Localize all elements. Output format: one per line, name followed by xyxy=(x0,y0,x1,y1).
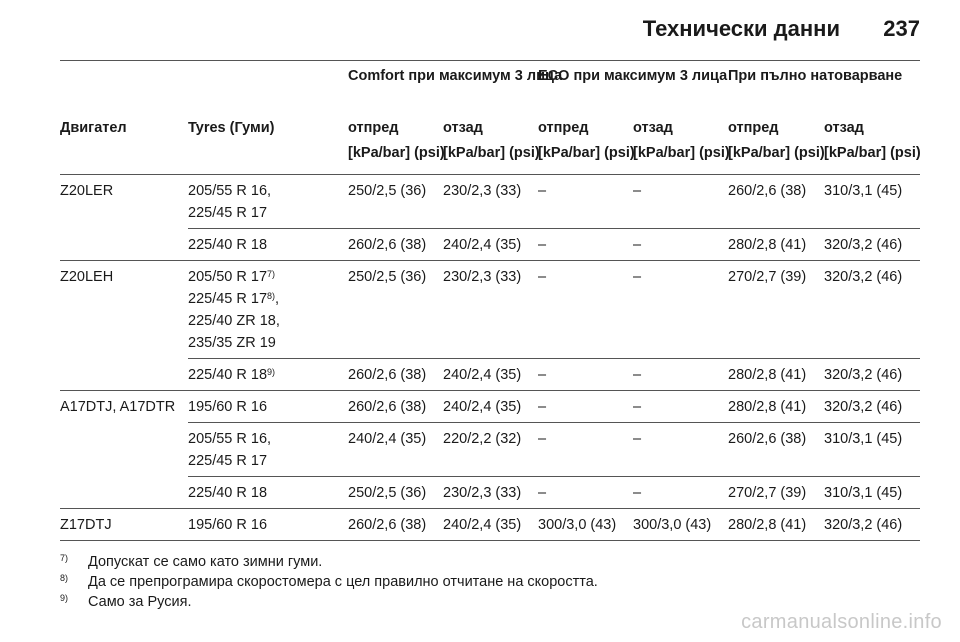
engine-cell: A17DTJ, A17DTR xyxy=(60,399,176,415)
table-row xyxy=(60,477,920,509)
tyre-size-text: 235/35 ZR 19 xyxy=(188,335,276,351)
footnote xyxy=(60,572,598,592)
header-rear: отзад xyxy=(633,120,673,136)
pressure-value: 260/2,6 (38) xyxy=(728,175,824,229)
tyres-cell xyxy=(188,359,348,391)
pressure-value: 250/2,5 (36) xyxy=(348,477,443,509)
pressure-value: 300/3,0 (43) xyxy=(538,509,633,541)
pressure-value: 300/3,0 (43) xyxy=(633,509,728,541)
tyre-size-text: 205/55 R 16, xyxy=(188,183,272,199)
header-unit: [kPa/bar] (psi) xyxy=(824,146,920,175)
pressure-value: 230/2,3 (33) xyxy=(443,175,538,229)
pressure-value: – xyxy=(538,175,633,229)
pressure-value: 240/2,4 (35) xyxy=(443,359,538,391)
tyre-size-text: 195/60 R 16 xyxy=(188,399,268,415)
pressure-value: 240/2,4 (35) xyxy=(348,423,443,477)
footnotes xyxy=(60,552,598,612)
pressure-value: 280/2,8 (41) xyxy=(728,359,824,391)
footnote-ref: 8) xyxy=(267,291,276,301)
pressure-value: – xyxy=(633,359,728,391)
engine-cell: Z20LEH xyxy=(60,269,114,285)
header-front: отпред xyxy=(348,120,399,136)
table-row xyxy=(60,509,920,541)
engine-cell: Z20LER xyxy=(60,183,114,199)
tyre-size-text: 225/45 R 17 xyxy=(188,453,268,469)
footnote-mark: 7) xyxy=(60,553,69,563)
footnote-text: Допускат се само като зимни гуми. xyxy=(88,554,323,570)
pressure-value: 280/2,8 (41) xyxy=(728,391,824,423)
header-comfort: Comfort при максимум 3 лица xyxy=(348,68,563,84)
pressure-value: 260/2,6 (38) xyxy=(348,359,443,391)
tyres-cell xyxy=(188,261,348,359)
table-row xyxy=(60,229,920,261)
tyres-cell xyxy=(188,391,348,423)
footnote xyxy=(60,552,598,572)
tyres-cell xyxy=(188,423,348,477)
engine-cell xyxy=(60,477,188,509)
tyre-pressure-table xyxy=(60,68,920,541)
page-title: Технически данни xyxy=(642,16,840,41)
pressure-value: 310/3,1 (45) xyxy=(824,423,920,477)
pressure-value: 280/2,8 (41) xyxy=(728,229,824,261)
header-eco: ECO при максимум 3 лица xyxy=(538,68,728,84)
page-header xyxy=(60,16,920,44)
pressure-value: – xyxy=(633,423,728,477)
footnote-mark: 8) xyxy=(60,573,69,583)
tyre-size xyxy=(188,266,348,288)
pressure-value: 250/2,5 (36) xyxy=(348,175,443,229)
pressure-value: 240/2,4 (35) xyxy=(443,391,538,423)
pressure-value: 260/2,6 (38) xyxy=(728,423,824,477)
pressure-value: – xyxy=(538,423,633,477)
pressure-value: – xyxy=(633,391,728,423)
table-row xyxy=(60,359,920,391)
tyre-size xyxy=(188,450,348,472)
pressure-value: 270/2,7 (39) xyxy=(728,261,824,359)
header-rear: отзад xyxy=(443,120,483,136)
tyre-size xyxy=(188,428,348,450)
tyre-size-text: 205/50 R 17 xyxy=(188,269,268,285)
tyre-size xyxy=(188,482,348,504)
tyre-size xyxy=(188,332,348,354)
tyre-size xyxy=(188,234,348,256)
tyre-size-suffix: , xyxy=(275,291,280,307)
footnote-text: Само за Русия. xyxy=(88,594,192,610)
tyres-cell xyxy=(188,229,348,261)
pressure-value: 260/2,6 (38) xyxy=(348,229,443,261)
tyre-size xyxy=(188,180,348,202)
footnote-mark: 9) xyxy=(60,593,69,603)
tyre-size xyxy=(188,396,348,418)
tyres-cell xyxy=(188,175,348,229)
tyre-size-text: 195/60 R 16 xyxy=(188,517,268,533)
watermark: carmanualsonline.info xyxy=(741,611,942,633)
pressure-value: – xyxy=(633,229,728,261)
footnote xyxy=(60,592,598,612)
header-unit: [kPa/bar] (psi) xyxy=(538,146,633,175)
table-row xyxy=(60,261,920,359)
pressure-value: 240/2,4 (35) xyxy=(443,509,538,541)
tyre-size xyxy=(188,288,348,310)
header-front: отпред xyxy=(728,120,779,136)
pressure-value: 230/2,3 (33) xyxy=(443,477,538,509)
tyre-size xyxy=(188,364,348,386)
tyre-size-text: 225/40 R 18 xyxy=(188,367,268,383)
pressure-value: 320/3,2 (46) xyxy=(824,261,920,359)
header-rear: отзад xyxy=(824,120,864,136)
pressure-value: 320/3,2 (46) xyxy=(824,391,920,423)
engine-cell xyxy=(60,359,188,391)
pressure-value: 230/2,3 (33) xyxy=(443,261,538,359)
engine-cell: Z17DTJ xyxy=(60,509,188,541)
tyre-size-text: 225/45 R 17 xyxy=(188,205,268,221)
pressure-value: – xyxy=(538,359,633,391)
pressure-value: – xyxy=(633,261,728,359)
footnote-ref: 9) xyxy=(267,367,276,377)
pressure-value: 320/3,2 (46) xyxy=(824,359,920,391)
pressure-value: 220/2,2 (32) xyxy=(443,423,538,477)
tyre-size xyxy=(188,514,348,536)
tyre-size xyxy=(188,310,348,332)
pressure-value: – xyxy=(633,477,728,509)
header-full-load: При пълно натоварване xyxy=(728,68,903,84)
header-tyres: Tyres (Гуми) xyxy=(188,120,275,136)
engine-cell xyxy=(60,229,188,261)
header-divider xyxy=(60,60,920,61)
pressure-value: 240/2,4 (35) xyxy=(443,229,538,261)
footnote-ref: 7) xyxy=(267,269,276,279)
pressure-value: 320/3,2 (46) xyxy=(824,509,920,541)
pressure-value: 320/3,2 (46) xyxy=(824,229,920,261)
header-front: отпред xyxy=(538,120,589,136)
pressure-value: – xyxy=(538,477,633,509)
pressure-value: 270/2,7 (39) xyxy=(728,477,824,509)
pressure-value: 250/2,5 (36) xyxy=(348,261,443,359)
tyres-cell xyxy=(188,509,348,541)
pressure-value: 310/3,1 (45) xyxy=(824,477,920,509)
header-unit: [kPa/bar] (psi) xyxy=(348,146,443,175)
header-unit: [kPa/bar] (psi) xyxy=(728,146,824,175)
pressure-value: 280/2,8 (41) xyxy=(728,509,824,541)
pressure-value: – xyxy=(538,261,633,359)
table-row xyxy=(60,391,920,423)
header-unit: [kPa/bar] (psi) xyxy=(443,146,538,175)
tyre-size-text: 225/40 R 18 xyxy=(188,237,268,253)
tyre-size-text: 225/40 ZR 18, xyxy=(188,313,280,329)
pressure-value: 310/3,1 (45) xyxy=(824,175,920,229)
tyre-size-text: 205/55 R 16, xyxy=(188,431,272,447)
table-row xyxy=(60,423,920,477)
pressure-value: – xyxy=(633,175,728,229)
header-unit: [kPa/bar] (psi) xyxy=(633,146,728,175)
pressure-value: 260/2,6 (38) xyxy=(348,391,443,423)
tyre-size-text: 225/45 R 17 xyxy=(188,291,268,307)
pressure-value: – xyxy=(538,229,633,261)
tyre-size xyxy=(188,202,348,224)
page-number: 237 xyxy=(883,16,920,41)
pressure-value: – xyxy=(538,391,633,423)
engine-cell xyxy=(60,423,188,477)
pressure-value: 260/2,6 (38) xyxy=(348,509,443,541)
tyres-cell xyxy=(188,477,348,509)
header-engine: Двигател xyxy=(60,120,127,136)
table-row xyxy=(60,175,920,229)
footnote-text: Да се препрограмира скоростомера с цел правилно отчитане на скоростта. xyxy=(88,574,598,590)
tyre-size-text: 225/40 R 18 xyxy=(188,485,268,501)
